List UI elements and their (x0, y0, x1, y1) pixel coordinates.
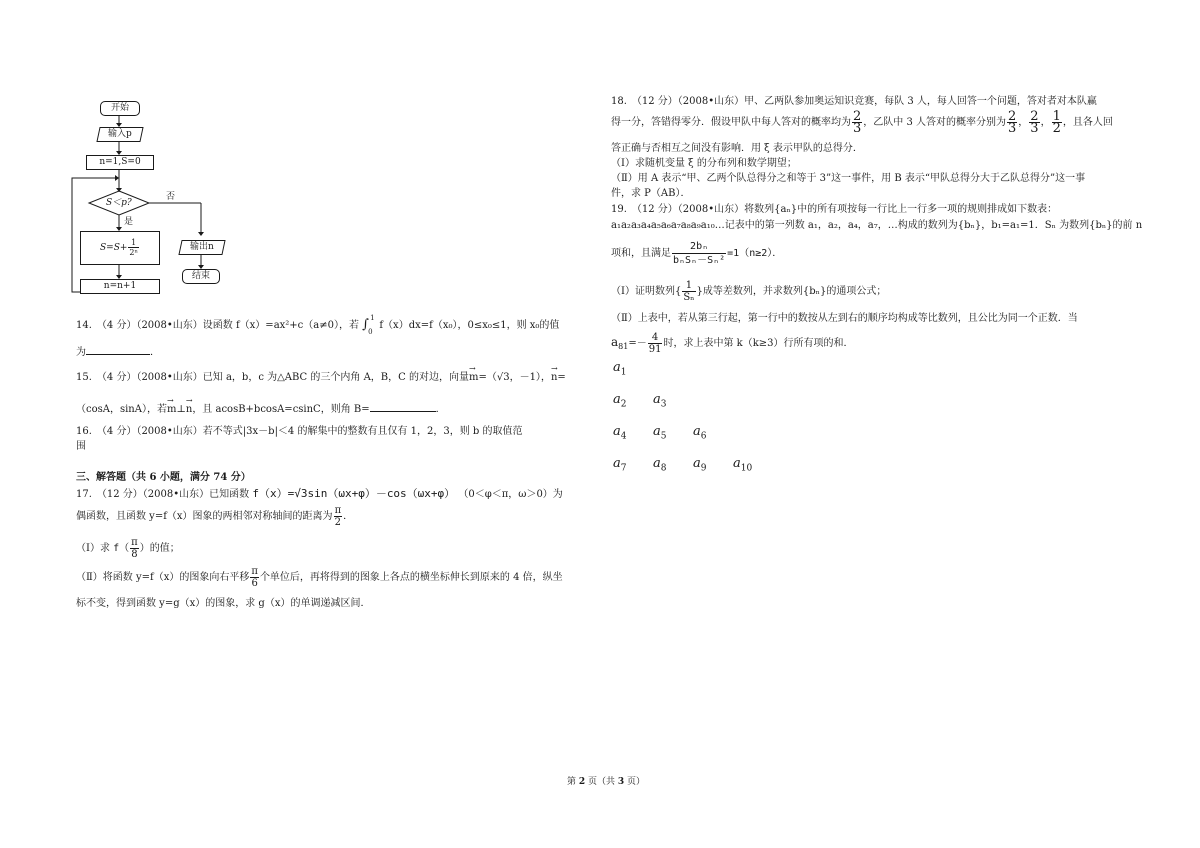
q19-part2-line2: $a_{81}=-$ $\frac{4}{91}$ 时，求上表中第 k（k≥3）行所有项的和． (611, 332, 854, 355)
q18-line2: 得一分，答错得零分．假设甲队中每人答对的概率均为 $\frac{2}{3}$ ，乙队中 3 人答对的概率分别为 $\frac{2}{3}$ ， $\frac{2}{3}$ ， $\frac{1}{2}$ ，且各人回 (611, 109, 1113, 136)
q16-line1: 16. （4 分）（2008•山东）若不等式|3x－b|＜4 的解集中的整数有且仅有 1，2，3，则 b 的取值范 (76, 426, 523, 437)
q17-part2: （Ⅱ）将函数 y=f（x）的图象向右平移 $\frac{\pi}{6}$ 个单位后，再将得到的图象上各点的横坐标伸长到原来的 4 倍，纵坐 (76, 566, 563, 589)
section-3-title: 三、解答题（共 6 小题，满分 74 分） (76, 472, 251, 483)
table-cell: $a_8$ (653, 456, 667, 474)
q17-part2-line2: 标不变，得到函数 y=g（x）的图象，求 g（x）的单调递减区间． (76, 598, 371, 609)
flowchart-end: 结束 (182, 269, 220, 284)
vector-n: → n (551, 371, 557, 384)
table-cell: $a_9$ (693, 456, 707, 474)
q19-line1: 19. （12 分）（2008•山东）将数列{aₙ}中的所有项按每一行比上一行多一项的规则排成如下数表： (611, 204, 1058, 215)
table-cell: $a_4$ (613, 424, 627, 442)
q17-line2: 偶函数，且函数 y=f（x）图象的两相邻对称轴间的距离为 $\frac{\pi}{2}$ ． (76, 505, 354, 528)
vector-n-2: → n (186, 403, 192, 416)
q18-line3: 答正确与否相互之间没有影响．用 ξ 表示甲队的总得分． (611, 143, 863, 154)
table-cell: $a_{10}$ (733, 456, 753, 474)
flowchart-assign: S=S+ $\frac{1}{\text{2ⁿ}}$ (80, 231, 160, 265)
flowchart-output: 输出n (178, 240, 225, 255)
q14-line1: 14. （4 分）（2008•山东）设函数 f（x）=ax²+c（a≠0），若 ∫ 1 0 f（x）dx=f（x₀），0≤x₀≤1，则 x₀的值 (76, 314, 560, 336)
page-footer: 第 2 页（共 3 页） (567, 777, 646, 787)
q14-line2: 为 ． (76, 347, 160, 358)
q15-line2: （cosA，sinA），若→ m⊥→ n，且 acosB+bcosA=csinC，则角 B= ． (76, 402, 446, 416)
q18-part1: （Ⅰ）求随机变量 ξ 的分布列和数学期望； (611, 158, 797, 169)
q19-part2-line1: （Ⅱ）上表中，若从第三行起，第一行中的数按从左到右的顺序均构成等比数列，且公比为同一个正数．当 (611, 313, 1078, 324)
table-cell: $a_1$ (613, 360, 627, 378)
flowchart (60, 95, 240, 310)
q14-answer-blank (86, 345, 150, 355)
q17-line1: 17. （12 分）（2008•山东）已知函数 f（x）=√3sin（ωx+φ）－cos（ωx+φ） （0＜φ＜π，ω＞0）为 (76, 487, 563, 500)
vector-m-2: → m (167, 403, 176, 416)
table-cell: $a_3$ (653, 392, 667, 410)
q16-line2: 围 (76, 441, 86, 452)
flowchart-input: 输入p (96, 127, 143, 142)
flowchart-init: n=1,S=0 (86, 155, 154, 170)
table-cell: $a_2$ (613, 392, 627, 410)
q19-line2: a₁a₂a₃a₄a₅a₆a₇a₈a₉a₁₀…记表中的第一列数 a₁，a₂，a₄，a₇，…构成的数列为{bₙ}，b₁=a₁=1．Sₙ 为数列{bₙ}的前 n (611, 220, 1143, 231)
number-table (611, 358, 811, 473)
q15-line1: 15. （4 分）（2008•山东）已知 a，b，c 为△ABC 的三个内角 A，B，C 的对边，向量→ m=（√3，－1），→ n= (76, 371, 566, 384)
table-cell: $a_7$ (613, 456, 627, 474)
q18-line1: 18. （12 分）（2008•山东）甲、乙两队参加奥运知识竞赛，每队 3 人，每人回答一个问题，答对者对本队赢 (611, 96, 1097, 107)
q15-answer-blank (370, 402, 436, 412)
q19-part1: （Ⅰ）证明数列{ $\frac{1}{\text{Sₙ}}$ }成等差数列，并求数列{bₙ}的通项公式； (611, 280, 887, 303)
flowchart-no: 否 (166, 192, 176, 202)
flowchart-start: 开始 (100, 101, 140, 116)
flowchart-increment: n=n+1 (80, 279, 160, 294)
vector-m: → m (469, 371, 478, 384)
table-cell: $a_6$ (693, 424, 707, 442)
q18-part2-line2: 件，求 P（AB）． (611, 188, 691, 199)
table-cell: $a_5$ (653, 424, 667, 442)
q19-line3: 项和，且满足 $\frac{\text{2bₙ}}{\text{bₙSₙ－Sₙ²}}$ =1（n≥2）． (611, 241, 783, 266)
flowchart-yes: 是 (124, 217, 134, 227)
q17-part1: （Ⅰ）求 f（ $\frac{\pi}{8}$ ）的值； (76, 537, 180, 560)
q18-part2-line1: （Ⅱ）用 A 表示“甲、乙两个队总得分之和等于 3”这一事件，用 B 表示“甲队总得分大于乙队总得分”这一事 (611, 173, 1086, 184)
flowchart-cond: S＜p? (106, 198, 132, 208)
